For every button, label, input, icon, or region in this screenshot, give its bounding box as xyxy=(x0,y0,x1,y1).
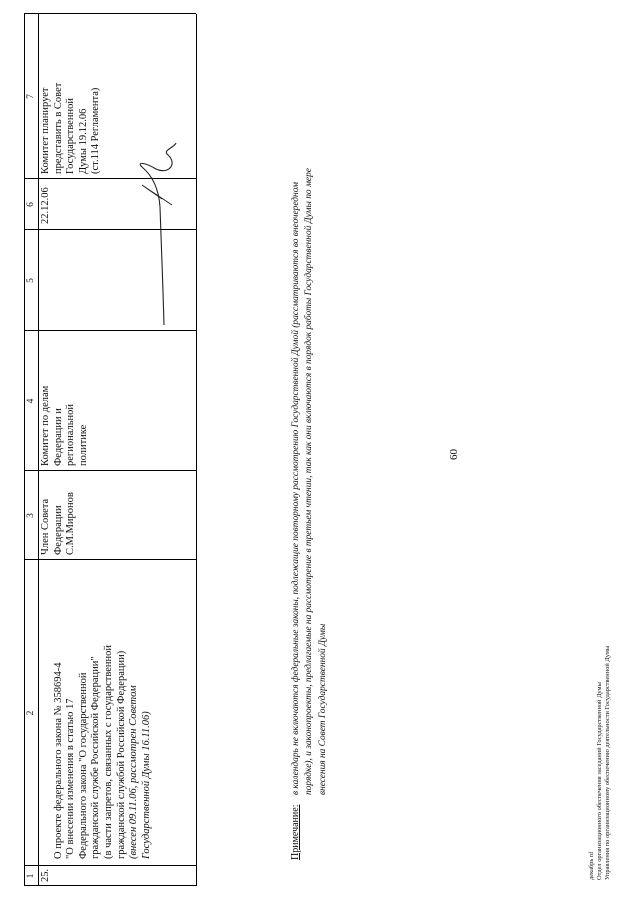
column-header: 3 xyxy=(26,513,36,518)
table-column-divider xyxy=(24,13,196,14)
footer xyxy=(588,646,612,880)
column-header: 7 xyxy=(26,94,36,99)
remark-cell: Комитет планирует представить в Совет Государственной Думы 19.12.06 (ст.114 Регламента) xyxy=(40,82,102,174)
footer-directorate: Управления по организационному обеспечению деятельности Государственной Думы xyxy=(604,645,611,880)
column-header: 1 xyxy=(26,873,36,879)
date-cell: 22.12.06 xyxy=(40,187,51,224)
note-label: Примечание: xyxy=(290,804,301,860)
column-header: 4 xyxy=(26,398,36,404)
author-cell: Член Совета Федерации С.М.Миронов xyxy=(40,492,77,555)
row-number: 25. xyxy=(40,868,51,882)
note-text: в календарь не включаются федеральные законы, подлежащие повторному рассмотрению Государственной Думой (рассматриваются во внеочередном порядке), и законопроекты, предлагаемые на рассмотрение в третьем чтении, так как они включаются в порядок работы Государственной Думы по мере внесения на Совет Государственной Думы xyxy=(291,168,328,795)
column-header: 5 xyxy=(26,278,36,283)
bill-introduction-note: (внесен 09.11.06, рассмотрен Советом Государственной Думы 16.11.06) xyxy=(128,685,152,859)
signature xyxy=(112,135,202,325)
column-header: 2 xyxy=(26,710,36,716)
bill-title-cell xyxy=(40,560,166,859)
table-column-divider xyxy=(24,330,196,331)
footer-department: Отдел организационного обеспечения заседаний Государственной Думы xyxy=(596,682,603,880)
bill-title: О проекте федерального закона № 358694-4 "О внесении изменения в статью 17 Федерального закона "О государственной гражданской службе Российской Федерации" (в части запретов, связанных с государственной гражданской службой Российской Федерации) xyxy=(52,644,127,859)
table-header-separator xyxy=(38,14,39,886)
committee-cell: Комитет по делам Федерации и региональной политике xyxy=(40,385,89,466)
table-column-divider xyxy=(24,470,196,471)
footer-date: декабрь nf xyxy=(588,851,595,880)
table-column-divider xyxy=(24,885,196,886)
page-number: 60 xyxy=(448,449,460,460)
column-header: 6 xyxy=(26,202,36,207)
